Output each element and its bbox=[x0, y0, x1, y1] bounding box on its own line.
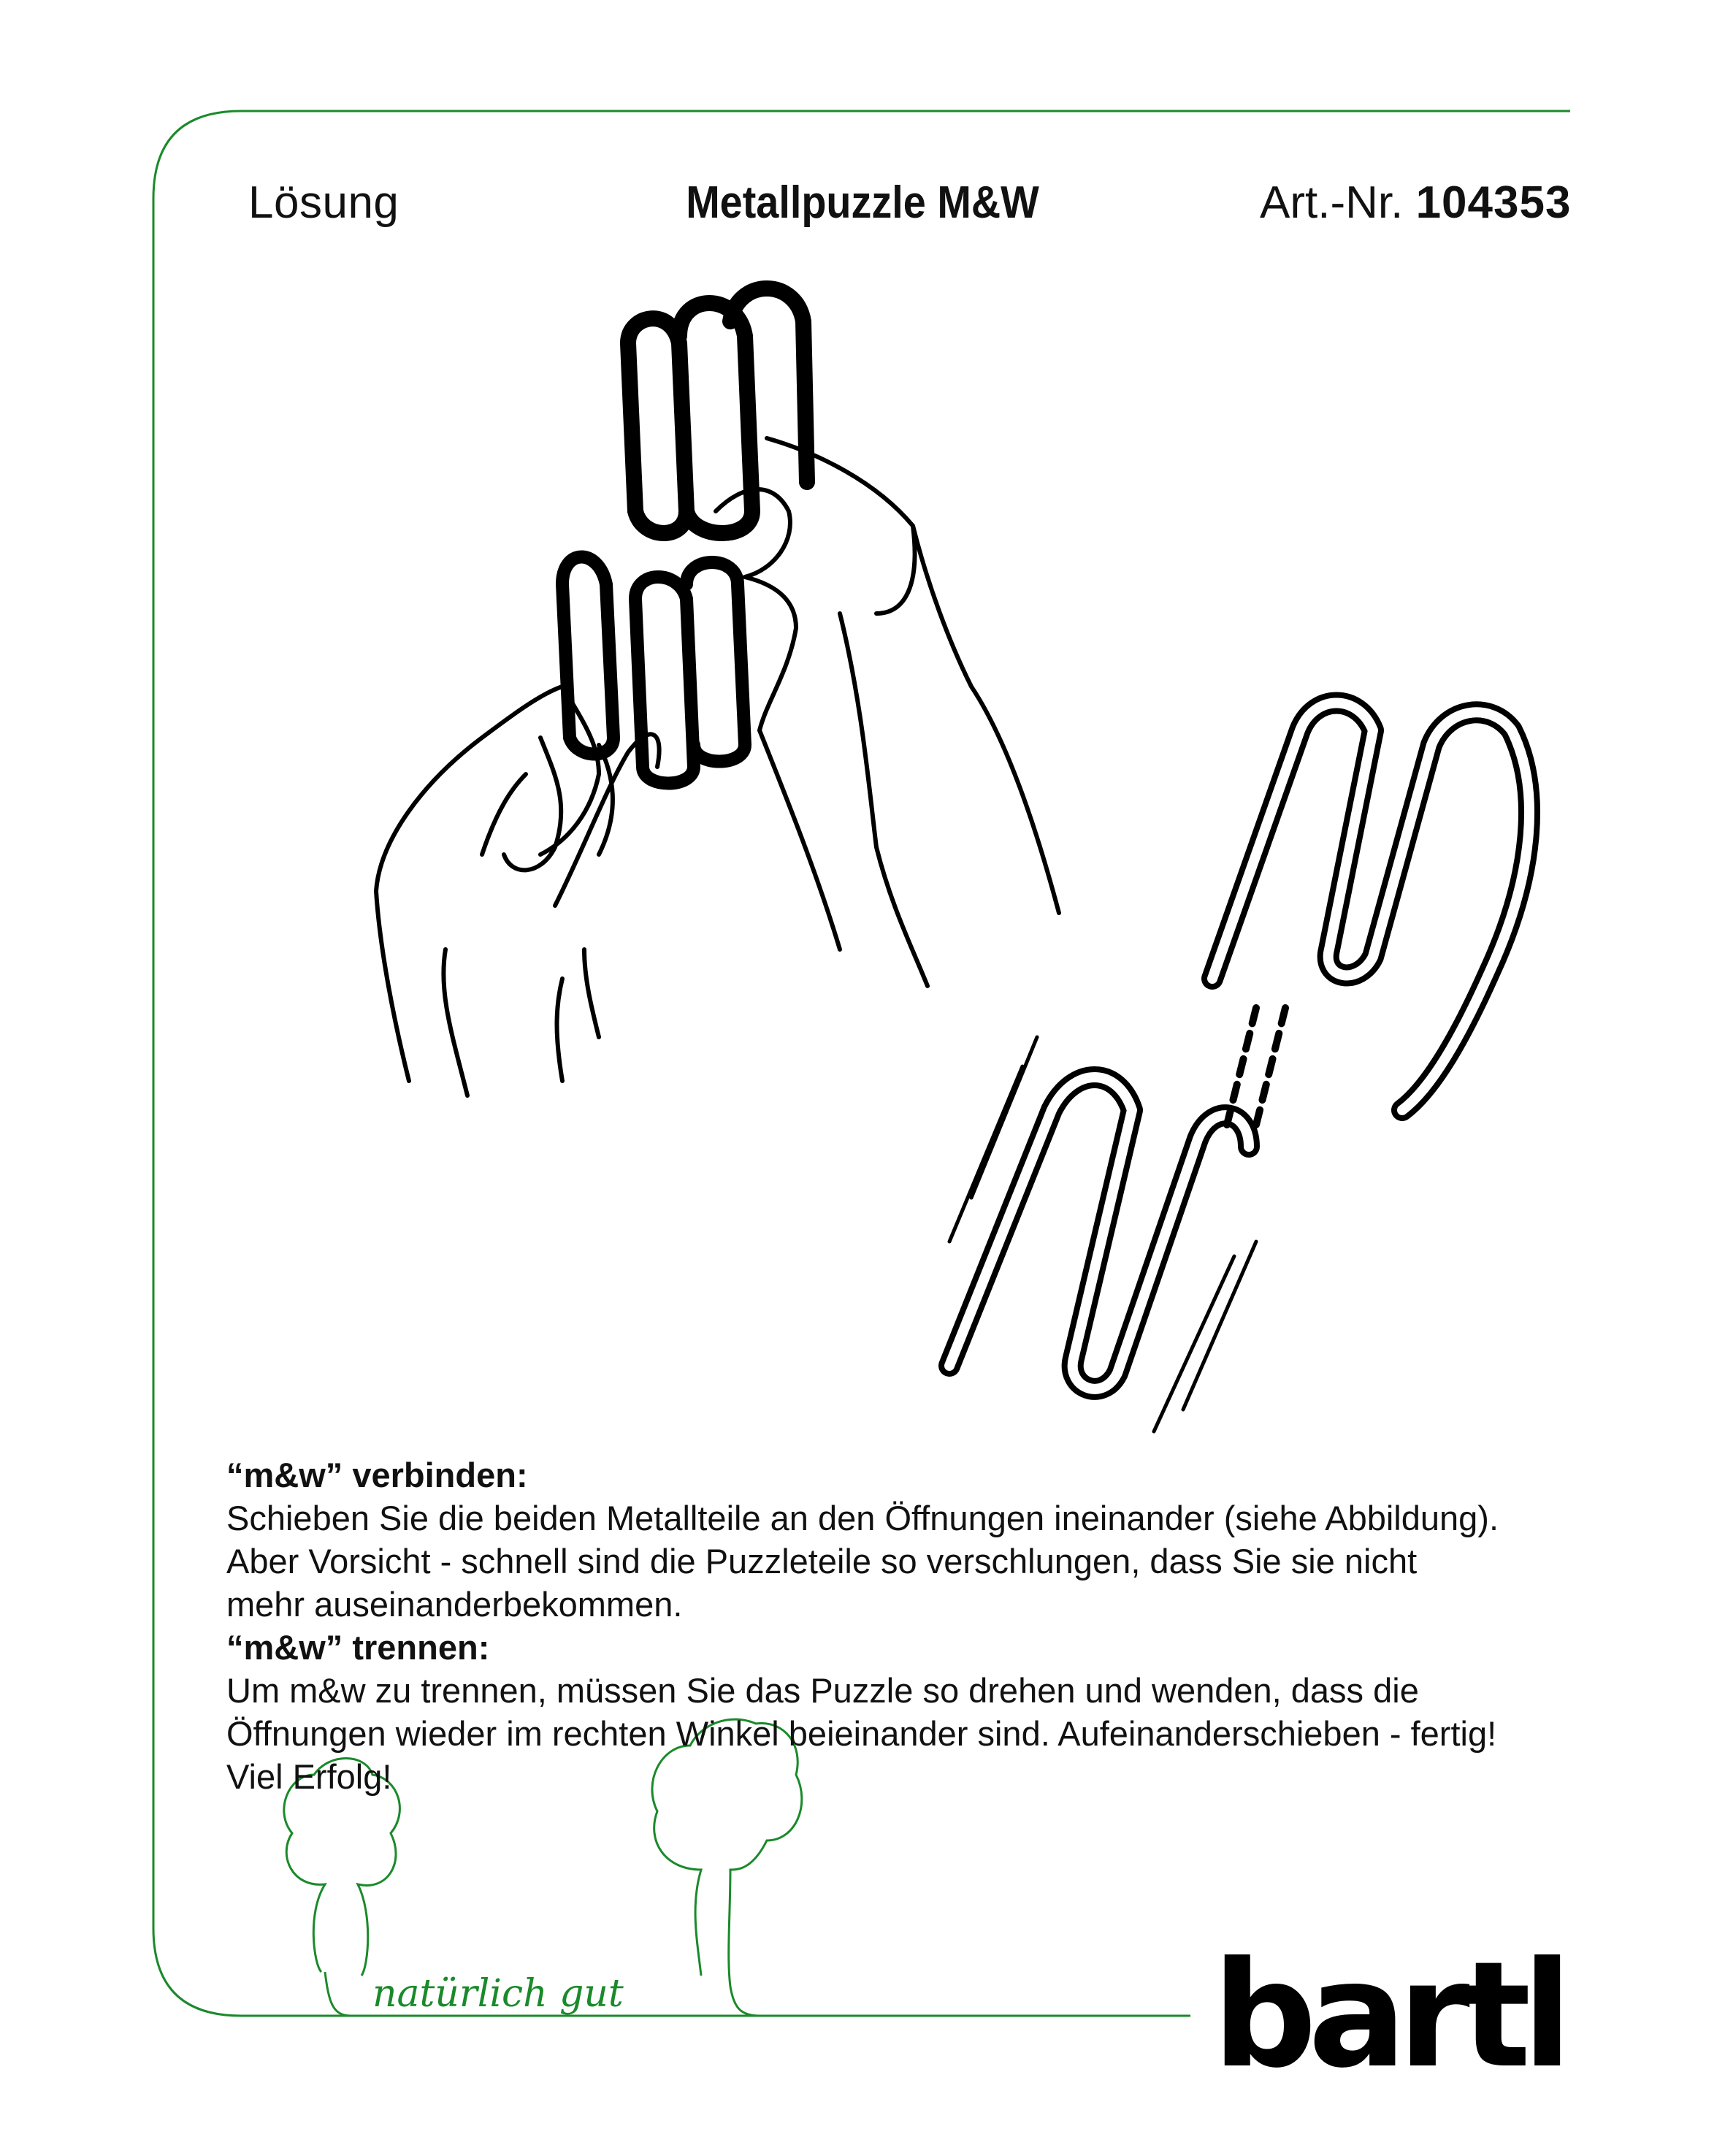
connect-heading: “m&w” verbinden: bbox=[226, 1456, 528, 1494]
separate-heading: “m&w” trennen: bbox=[226, 1628, 490, 1667]
separated-m-w-image bbox=[949, 703, 1529, 1432]
separate-text-line-3: Viel Erfolg! bbox=[226, 1757, 392, 1796]
instructions-block bbox=[226, 1453, 1687, 1798]
connect-text-line-1: Schieben Sie die beiden Metallteile an den Öffnungen ineinander (siehe Abbildung). bbox=[226, 1499, 1499, 1537]
connect-text-line-2: Aber Vorsicht - schnell sind die Puzzleteile so verschlungen, dass Sie sie nicht bbox=[226, 1542, 1418, 1580]
slogan: natürlich gut bbox=[372, 1972, 624, 2016]
held-puzzle-pieces-image bbox=[562, 288, 807, 784]
article-number-value: 104353 bbox=[1415, 177, 1572, 228]
bartl-logo: bartl bbox=[1212, 1930, 1564, 2100]
separate-text-line-2: Öffnungen wieder im rechten Winkel beieinander sind. Aufeinanderschieben - fertig! bbox=[226, 1714, 1497, 1753]
article-number-label: Art.-Nr. bbox=[1260, 177, 1404, 228]
solution-label: Lösung bbox=[248, 177, 399, 228]
product-title: Metallpuzzle M&W bbox=[686, 177, 1039, 228]
connect-text-line-3: mehr auseinanderbekommen. bbox=[226, 1585, 683, 1624]
separate-text-line-1: Um m&w zu trennen, müssen Sie das Puzzle so drehen und wenden, dass die bbox=[226, 1671, 1419, 1710]
